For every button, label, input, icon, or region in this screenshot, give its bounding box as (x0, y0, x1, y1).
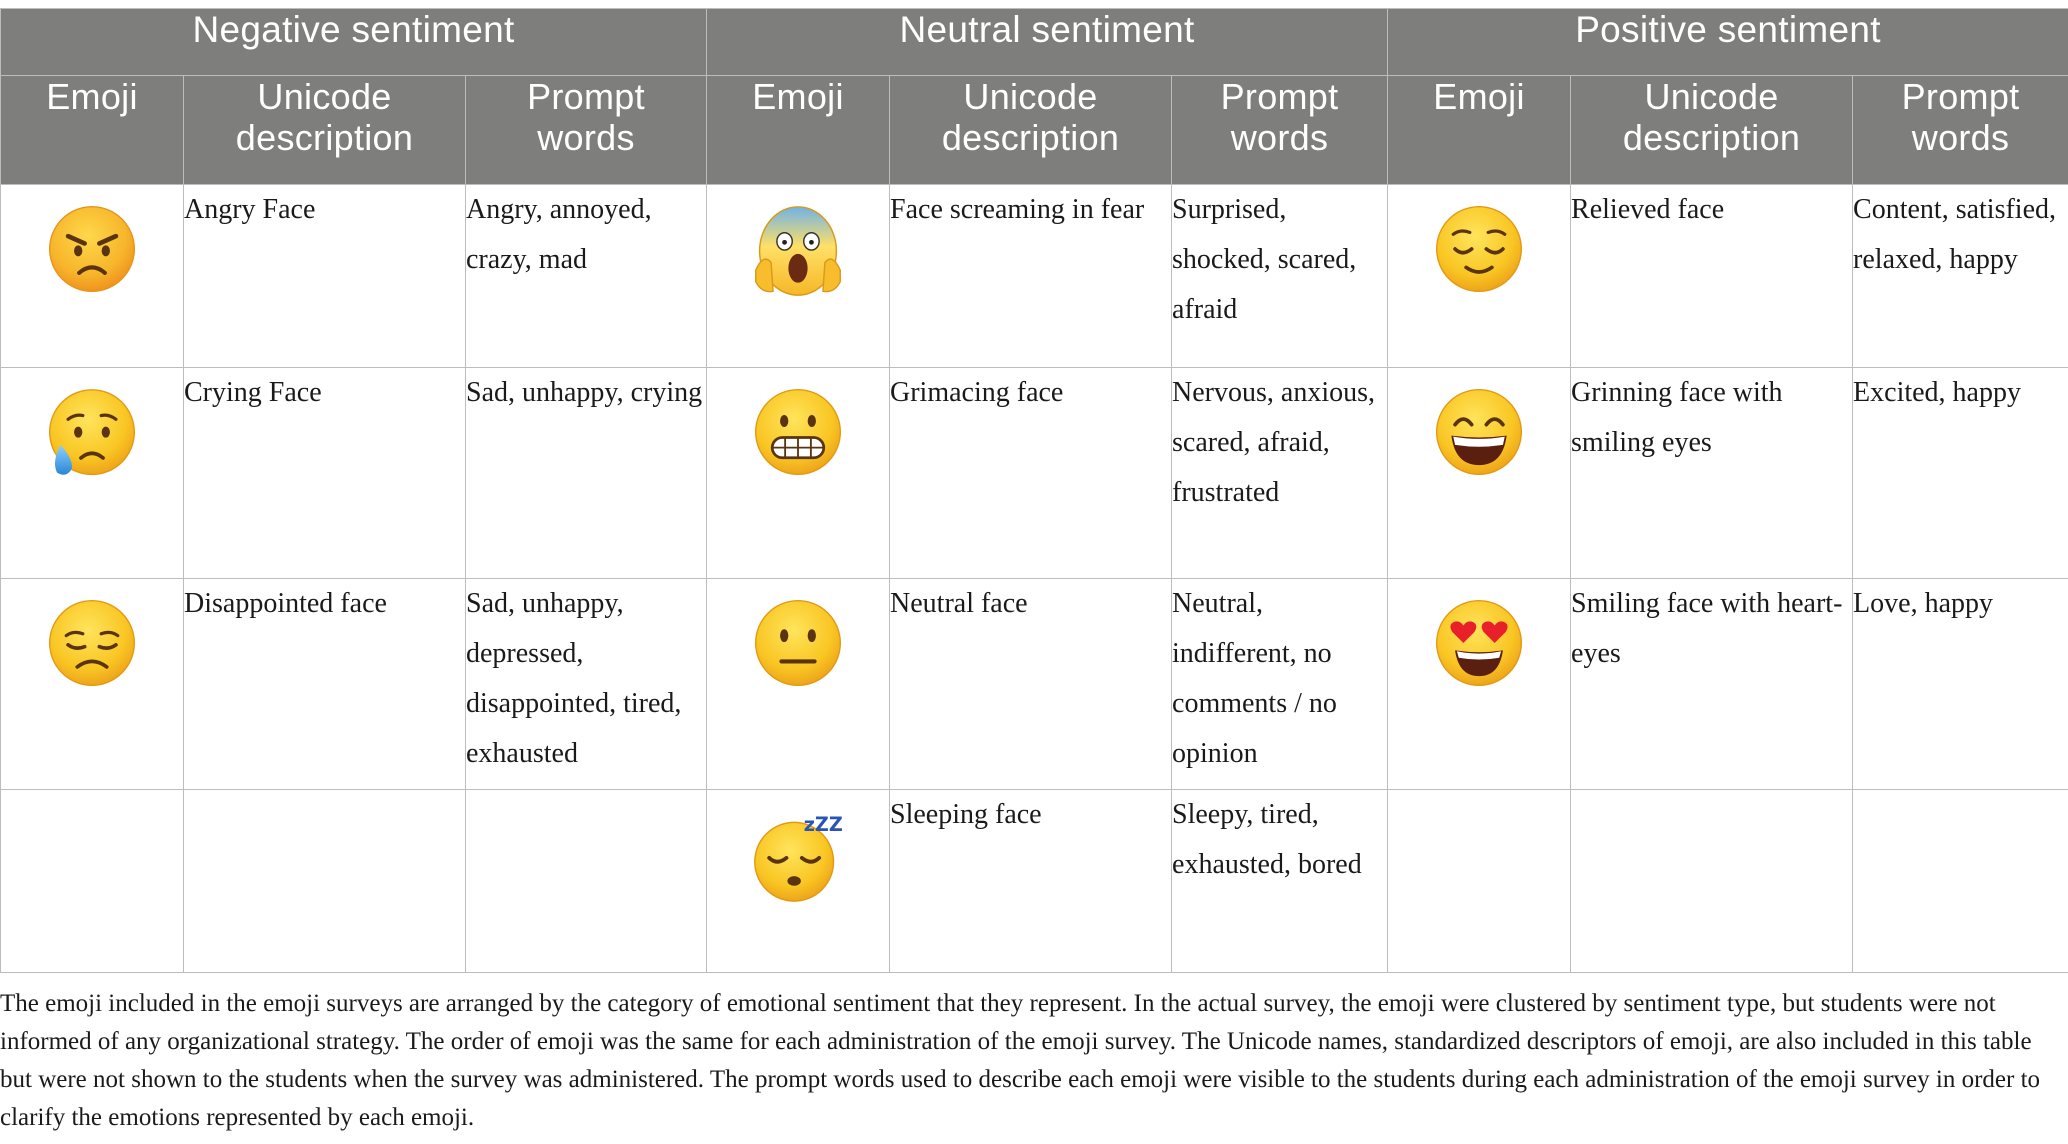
prompt-cell: Angry, annoyed, crazy, mad (466, 185, 707, 368)
crying-face-icon (46, 386, 138, 482)
emoji-cell (1388, 185, 1571, 368)
sleeping-face-icon (750, 808, 846, 904)
table-row (1, 185, 2068, 368)
zzz-glyph: zZZ (803, 813, 843, 837)
col-prompt: Prompt words (1172, 76, 1388, 185)
col-emoji: Emoji (1, 76, 184, 185)
unicode-cell: Angry Face (184, 185, 466, 368)
emoji-cell (707, 185, 890, 368)
emoji-cell (1, 368, 184, 579)
emoji-cell (707, 579, 890, 790)
table-row (1, 579, 2068, 790)
angry-face-icon (46, 203, 138, 295)
unicode-cell: Neutral face (890, 579, 1172, 790)
prompt-cell: Sad, unhappy, crying (466, 368, 707, 579)
emoji-cell (707, 368, 890, 579)
col-prompt: Prompt words (1853, 76, 2068, 185)
empty-cell (1, 790, 184, 973)
emoji-cell (1, 579, 184, 790)
unicode-cell: Smiling face with heart-eyes (1571, 579, 1853, 790)
relieved-face-icon (1433, 203, 1525, 295)
col-prompt: Prompt words (466, 76, 707, 185)
face-screaming-in-fear-icon (750, 203, 846, 299)
disappointed-face-icon (46, 597, 138, 689)
grinning-face-with-smiling-eyes-icon (1433, 386, 1525, 478)
prompt-cell: Sleepy, tired, exhausted, bored (1172, 790, 1388, 973)
col-unicode: Unicode description (1571, 76, 1853, 185)
unicode-cell: Crying Face (184, 368, 466, 579)
unicode-cell: Disappointed face (184, 579, 466, 790)
emoji-cell (1388, 579, 1571, 790)
group-neutral: Neutral sentiment (707, 9, 1388, 76)
empty-cell (1853, 790, 2068, 973)
prompt-cell: Excited, happy (1853, 368, 2068, 579)
neutral-face-icon (752, 597, 844, 689)
emoji-table (0, 8, 2068, 973)
group-positive: Positive sentiment (1388, 9, 2068, 76)
prompt-cell: Surprised, shocked, scared, afraid (1172, 185, 1388, 368)
empty-cell (1388, 790, 1571, 973)
emoji-cell (1388, 368, 1571, 579)
table-container (0, 8, 2068, 973)
unicode-cell: Sleeping face (890, 790, 1172, 973)
unicode-cell: Face screaming in fear (890, 185, 1172, 368)
prompt-cell: Nervous, anxious, scared, afraid, frustrated (1172, 368, 1388, 579)
prompt-cell: Sad, unhappy, depressed, disappointed, tired, exhausted (466, 579, 707, 790)
unicode-cell: Grinning face with smiling eyes (1571, 368, 1853, 579)
unicode-cell: Grimacing face (890, 368, 1172, 579)
col-unicode: Unicode description (890, 76, 1172, 185)
empty-cell (184, 790, 466, 973)
col-unicode: Unicode description (184, 76, 466, 185)
table-caption: The emoji included in the emoji surveys are arranged by the category of emotional sentiment that they represent. In the actual survey, the emoji were clustered by sentiment type, but students were not informed of any organizational strategy. The order of emoji was the same for each administration of the emoji survey. The Unicode names, standardized descriptors of emoji, are also included in this table but were not shown to the students when the survey was administered. The prompt words used to describe each emoji were visible to the students during each administration of the emoji survey in order to clarify the emotions represented by each emoji. (0, 990, 2041, 1131)
column-header-row (1, 76, 2068, 185)
emoji-cell (707, 790, 890, 973)
emoji-cell (1, 185, 184, 368)
table-row (1, 790, 2068, 973)
group-negative: Negative sentiment (1, 9, 707, 76)
empty-cell (1571, 790, 1853, 973)
prompt-cell: Love, happy (1853, 579, 2068, 790)
col-emoji: Emoji (1388, 76, 1571, 185)
table-row (1, 368, 2068, 579)
empty-cell (466, 790, 707, 973)
unicode-cell: Relieved face (1571, 185, 1853, 368)
prompt-cell: Content, satisfied, relaxed, happy (1853, 185, 2068, 368)
group-header-row (1, 9, 2068, 76)
grimacing-face-icon (752, 386, 844, 478)
prompt-cell: Neutral, indifferent, no comments / no opinion (1172, 579, 1388, 790)
smiling-face-with-heart-eyes-icon (1433, 597, 1525, 689)
col-emoji: Emoji (707, 76, 890, 185)
